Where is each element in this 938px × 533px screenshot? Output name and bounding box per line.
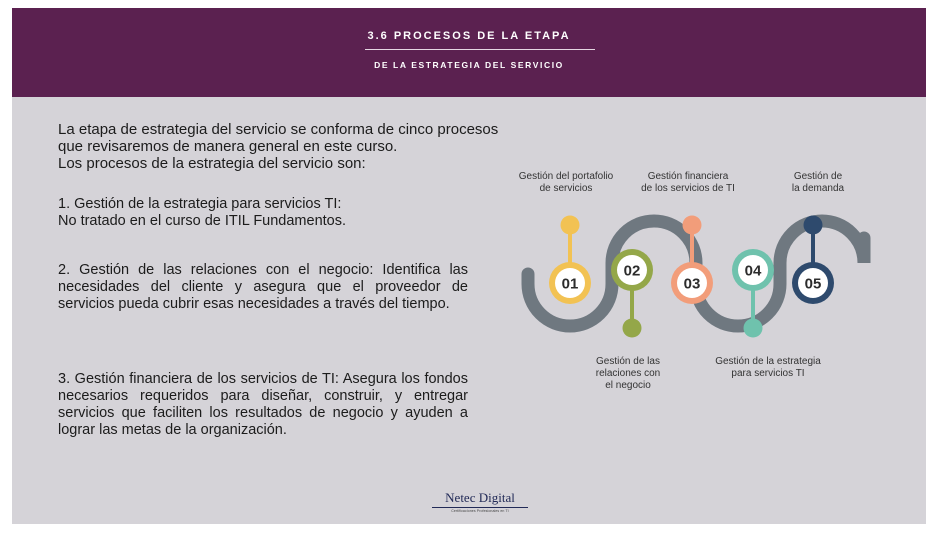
process-item-text: 2. Gestión de las relaciones con el negocio: Identifica las necesidades del cliente y asegura que el proveedor de servicios pueda cubrir esas necesidades a través del tiempo. [58, 262, 468, 312]
step-number-05: 05 [804, 275, 822, 293]
step-label-02: Gestión de las relaciones con el negocio [595, 356, 661, 391]
process-item-line: No tratado en el curso de ITIL Fundamentos. [58, 213, 347, 229]
netec-logo [432, 490, 528, 513]
intro-line: que revisaremos de manera general en este curso. [58, 138, 398, 155]
step-label-01: Gestión del portafolio de servicios [518, 171, 614, 194]
logo-tagline: Certificaciones Profesionales en TI [451, 509, 509, 513]
step-number-03: 03 [683, 275, 701, 293]
step-pin-dot-01 [561, 216, 580, 235]
step-pin-dot-04 [744, 319, 763, 338]
step-pin-dot-03 [683, 216, 702, 235]
logo-name: Netec Digital [432, 490, 528, 508]
slide [12, 8, 926, 524]
step-label-03: Gestión financiera de los servicios de TI [641, 171, 735, 194]
process-item-line: 1. Gestión de la estrategia para servicios TI: [58, 196, 342, 212]
process-diagram [12, 8, 926, 524]
step-pin-dot-05 [804, 216, 823, 235]
step-pin-dot-02 [623, 319, 642, 338]
process-item-text: 3. Gestión financiera de los servicios de TI: Asegura los fondos necesarios requeridos para diseñar, construir, y entregar servicios que faciliten los resultados de negocio y ayuden a lograr las metas de la organización. [58, 371, 468, 438]
slide-title: 3.6 PROCESOS DE LA ETAPA [367, 30, 571, 42]
slide-subtitle: DE LA ESTRATEGIA DEL SERVICIO [374, 60, 564, 70]
intro-line: Los procesos de la estrategia del servicio son: [58, 155, 366, 172]
step-number-02: 02 [623, 262, 641, 280]
intro-line: La etapa de estrategia del servicio se conforma de cinco procesos [58, 121, 499, 138]
step-label-05: Gestión de la demanda [791, 171, 845, 194]
step-label-04: Gestión de la estrategia para servicios TI [715, 356, 821, 379]
step-number-01: 01 [561, 275, 579, 293]
step-number-04: 04 [744, 262, 762, 280]
